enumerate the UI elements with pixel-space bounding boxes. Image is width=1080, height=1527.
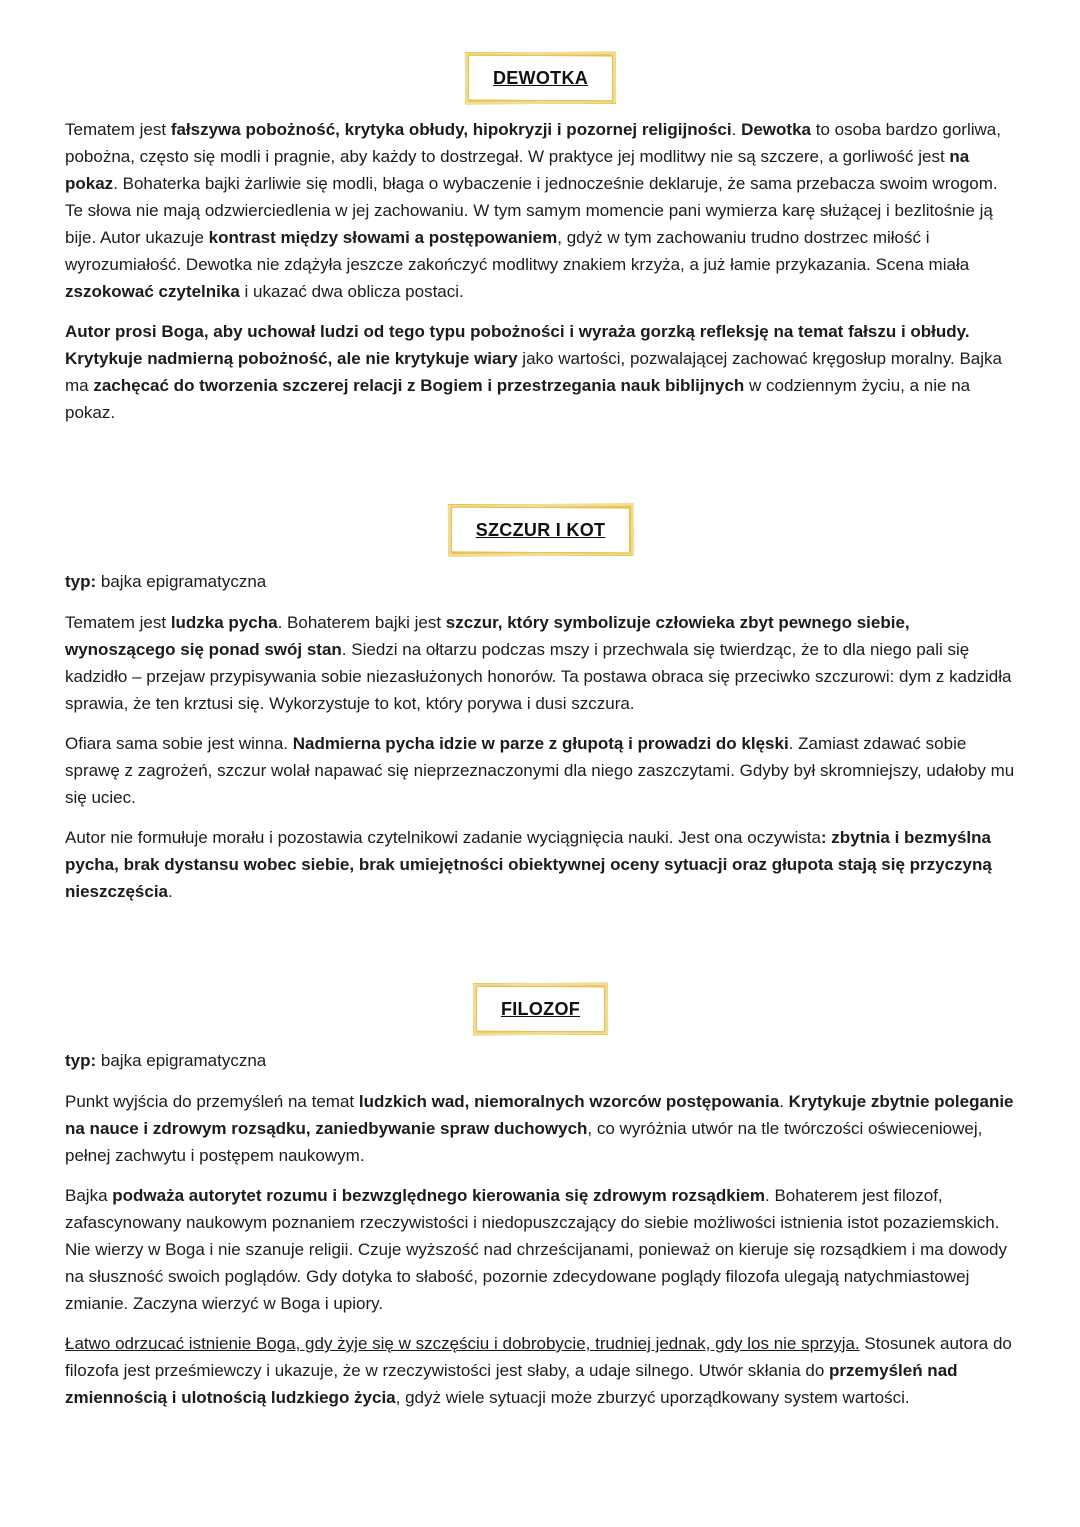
type-label-line <box>65 568 1016 595</box>
section-filozof <box>65 983 1016 1411</box>
section-heading: FILOZOF <box>500 999 581 1019</box>
type-label-line <box>65 1047 1016 1074</box>
text-run: . Bohaterem bajki jest <box>277 613 446 632</box>
text-run: zszokować czytelnika <box>65 282 240 301</box>
text-run: , gdyż wiele sytuacji może zburzyć uporządkowany system wartości. <box>395 1388 910 1407</box>
text-run: : zbytnia i bezmyślna pycha, brak dystansu wobec siebie, brak umiejętności obiektywnej oceny sytuacji oraz głupota stają się przyczyną nieszczęścia <box>65 828 992 901</box>
text-run: Nadmierna pycha idzie w parze z głupotą i prowadzi do klęski <box>292 734 789 753</box>
document-sections <box>65 52 1016 1411</box>
text-run: jako wartości, pozwalającej zachować kręgosłup moralny. Bajka ma <box>65 349 1002 395</box>
text-run: . Zamiast zdawać sobie sprawę z zagrożeń, szczur wolał napawać się nieprzeznaczonymi dla niego zaszczytami. Gdyby był skromniejszy, udałoby mu się uciec. <box>65 734 1015 807</box>
text-run: . Siedzi na ołtarzu podczas mszy i przechwala się twierdząc, że to dla niego pali się kadzidło – przejaw przypisywania sobie niezasłużonych honorów. Ta postawa obraca się przeciwko szczurowi: dym z kadzidła sprawia, że ten krztusi się. Wykorzystuje to kot, który porywa i dusi szczura. <box>65 640 1012 713</box>
paragraph <box>65 824 1016 905</box>
text-run: Tematem jest <box>65 613 171 632</box>
paragraph <box>65 318 1016 426</box>
text-run: , gdyż w tym zachowaniu trudno dostrzec miłość i wyrozumiałość. Dewotka nie zdążyła jeszcze zakończyć modlitwy znakiem krzyża, a już łamie przykazania. Scena miała <box>65 228 970 274</box>
text-run: . Bohaterem jest filozof, zafascynowany naukowym poznaniem rzeczywistości i niedopuszczający do siebie możliwości istnienia istot pozaziemskich. Nie wierzy w Boga i nie szanuje religii. Czuje wyższość nad chrześcijanami, ponieważ on kieruje się rozsądkiem i ma dowody na słuszność swoich poglądów. Gdy dotyka to słabość, pozornie zdecydowane poglądy filozofa ulegają natychmiastowej zmianie. Zaczyna wierzyć w Boga i upiory. <box>65 1186 1008 1313</box>
paragraph <box>65 116 1016 305</box>
text-run: na pokaz <box>65 147 970 193</box>
section-heading-box <box>448 504 634 556</box>
text-run: . <box>731 120 742 139</box>
text-run: fałszywa pobożność, krytyka obłudy, hipokryzji i pozornej religijności <box>170 120 732 139</box>
text-run: Autor prosi Boga, aby uchował ludzi od tego typu pobożności i wyraża gorzką refleksję na temat fałszu i obłudy. Krytykuje nadmierną pobożność, ale nie krytykuje wiary <box>65 322 970 368</box>
section-szczur-i-kot <box>65 504 1016 905</box>
text-run: Punkt wyjścia do przemyśleń na temat <box>65 1092 359 1111</box>
text-run: przemyśleń nad zmiennością i ulotnością ludzkiego życia <box>65 1361 958 1407</box>
text-run: kontrast między słowami a postępowaniem <box>208 228 558 247</box>
text-run: . <box>168 882 173 901</box>
text-run: Krytykuje zbytnie poleganie na nauce i zdrowym rozsądku, zaniedbywanie spraw duchowych <box>65 1092 1014 1138</box>
text-run: Stosunek autora do filozofa jest prześmiewczy i ukazuje, że w rzeczywistości jest słaby, a udaje silnego. Utwór skłania do <box>65 1334 1012 1380</box>
section-heading-wrap <box>65 504 1016 556</box>
section-heading-box <box>465 52 616 104</box>
section-heading: DEWOTKA <box>492 68 589 88</box>
paragraph <box>65 609 1016 717</box>
text-run: w codziennym życiu, a nie na pokaz. <box>65 376 971 422</box>
text-run: podważa autorytet rozumu i bezwzględnego kierowania się zdrowym rozsądkiem <box>112 1186 765 1205</box>
text-run: Tematem jest <box>65 120 171 139</box>
type-label: typ: <box>65 572 97 591</box>
paragraph <box>65 730 1016 811</box>
section-heading-wrap <box>65 52 1016 104</box>
text-run: . Bohaterka bajki żarliwie się modli, błaga o wybaczenie i jednocześnie deklaruje, że sama przebacza swoim wrogom. Te słowa nie mają odzwierciedlenia w jej zachowaniu. W tym samym momencie pani wymierza karę służącej i bezlitośnie ją bije. Autor ukazuje <box>65 174 998 247</box>
text-run: Łatwo odrzucać istnienie Boga, gdy żyje się w szczęściu i dobrobycie, trudniej jednak, gdy los nie sprzyja. <box>65 1334 860 1353</box>
text-run: Autor nie formułuje morału i pozostawia czytelnikowi zadanie wyciągnięcia nauki. Jest ona oczywista <box>65 828 821 847</box>
text-run: Bajka <box>65 1186 113 1205</box>
section-dewotka <box>65 52 1016 426</box>
text-run: szczur, który symbolizuje człowieka zbyt pewnego siebie, wynoszącego się ponad swój stan <box>65 613 910 659</box>
type-value: bajka epigramatyczna <box>96 572 267 591</box>
paragraph <box>65 1088 1016 1169</box>
section-heading-box <box>473 983 608 1035</box>
text-run: zachęcać do tworzenia szczerej relacji z Bogiem i przestrzegania nauk biblijnych <box>93 376 745 395</box>
paragraph <box>65 1330 1016 1411</box>
paragraph <box>65 1182 1016 1317</box>
text-run: Ofiara sama sobie jest winna. <box>65 734 293 753</box>
type-label: typ: <box>65 1051 97 1070</box>
text-run: ludzka pycha <box>170 613 278 632</box>
text-run: . <box>779 1092 789 1111</box>
section-heading-wrap <box>65 983 1016 1035</box>
text-run: Dewotka <box>741 120 811 139</box>
text-run: ludzkich wad, niemoralnych wzorców postępowania <box>358 1092 780 1111</box>
text-run: to osoba bardzo gorliwa, pobożna, często się modli i pragnie, aby każdy to dostrzegał. W praktyce jej modlitwy nie są szczere, a gorliwość jest <box>65 120 1001 166</box>
text-run: , co wyróżnia utwór na tle twórczości oświeceniowej, pełnej zachwytu i postępem naukowym. <box>65 1119 983 1165</box>
text-run: i ukazać dwa oblicza postaci. <box>239 282 464 301</box>
section-heading: SZCZUR I KOT <box>475 520 606 540</box>
type-value: bajka epigramatyczna <box>96 1051 267 1070</box>
